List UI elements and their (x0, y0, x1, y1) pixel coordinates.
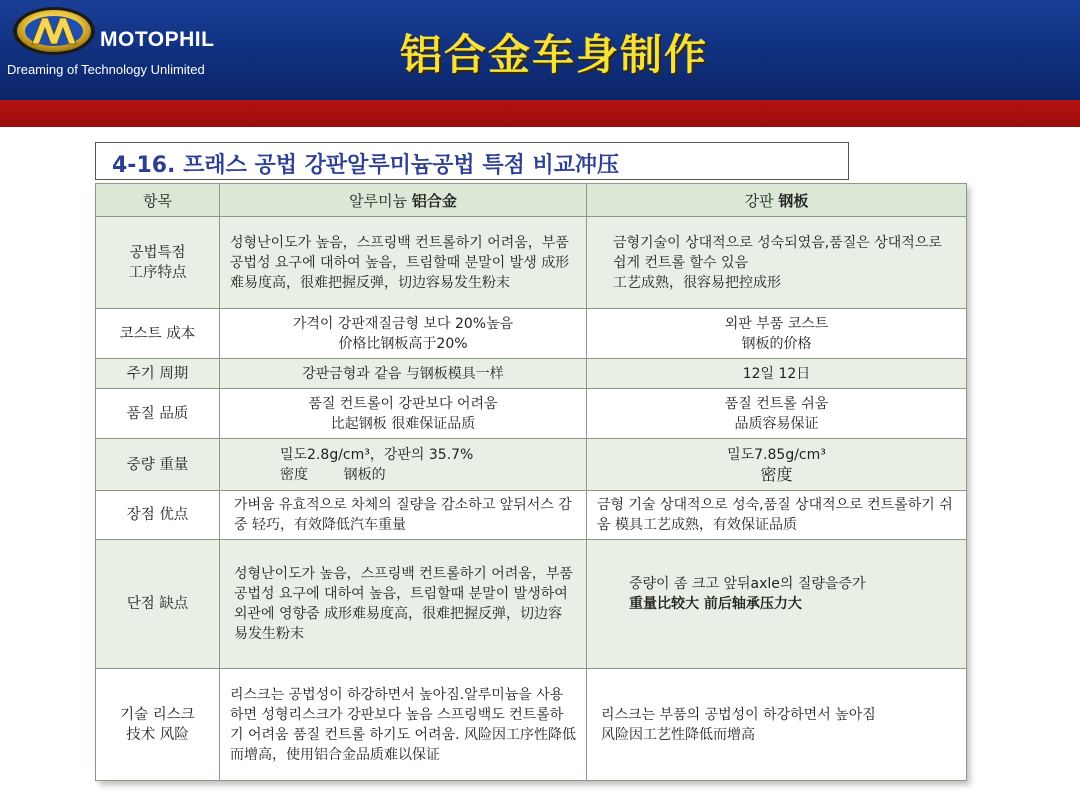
table-row (96, 669, 967, 781)
motophil-logo-icon (12, 6, 96, 56)
steel-cell: 외판 부품 코스트 钢板的价格 (587, 309, 967, 359)
steel-cell: 12일 12日 (587, 359, 967, 389)
aluminum-cell: 리스크는 공법성이 하강하면서 높아짐.알루미늄을 사용하면 성형리스크가 강판보다 높음 스프링백도 컨트롤하기 어려움 품질 컨트롤 하기도 어려움. 风险因工序性降低而增高，使用铝合金品质难以保证 (220, 669, 587, 781)
row-category: 단점 缺点 (96, 540, 220, 669)
brand-name: MOTOPHIL (100, 28, 215, 51)
page-title: 铝合金车身制作 (400, 30, 709, 79)
table-row (96, 217, 967, 309)
steel-cell: 밀도7.85g/cm³ 密度 (587, 439, 967, 491)
table-header-row (96, 184, 967, 217)
table-row (96, 359, 967, 389)
aluminum-cell: 강판금형과 같음 与钢板模具一样 (220, 359, 587, 389)
row-category: 장점 优点 (96, 491, 220, 540)
header-item: 항목 (96, 184, 220, 217)
section-title: 4-16. 프래스 공법 강판알루미늄공법 특점 비교冲压 (112, 153, 619, 178)
row-category: 기술 리스크 技术 风险 (96, 669, 220, 781)
comparison-table-wrapper (95, 183, 966, 781)
row-category: 품질 品质 (96, 389, 220, 439)
aluminum-cell: 가격이 강판재질금형 보다 20%높음 价格比钢板高于20% (220, 309, 587, 359)
brand-slogan: Dreaming of Technology Unlimited (7, 62, 205, 77)
steel-cell: 중량이 좀 크고 앞뒤axle의 질량을증가 重量比较大 前后轴承压力大 (587, 540, 967, 669)
table-row (96, 540, 967, 669)
aluminum-cell: 밀도2.8g/cm³，강판의 35.7% 密度 钢板的 (220, 439, 587, 491)
steel-cell: 품질 컨트롤 쉬움 品质容易保证 (587, 389, 967, 439)
row-category: 주기 周期 (96, 359, 220, 389)
table-row (96, 491, 967, 540)
table-row (96, 309, 967, 359)
row-category: 공법특점 工序特点 (96, 217, 220, 309)
aluminum-cell: 성형난이도가 높음，스프링백 컨트롤하기 어려움，부품 공법성 요구에 대하여 높음，트림할때 분말이 발생 成形难易度高，很难把握反弹，切边容易发生粉末 (220, 217, 587, 309)
table-row (96, 389, 967, 439)
section-title-box (95, 142, 849, 180)
header-bar (0, 0, 1080, 100)
header-accent-band (0, 100, 1080, 127)
steel-cell: 금형 기술 상대적으로 성숙,품질 상대적으로 컨트롤하기 쉬움 模具工艺成熟，有效保证品质 (587, 491, 967, 540)
steel-cell: 리스크는 부품의 공법성이 하강하면서 높아짐 风险因工艺性降低而增高 (587, 669, 967, 781)
steel-cell: 금형기술이 상대적으로 성숙되였음,품질은 상대적으로 쉽게 컨트롤 할수 있음 工艺成熟，很容易把控成形 (587, 217, 967, 309)
row-category: 중량 重量 (96, 439, 220, 491)
aluminum-cell: 성형난이도가 높음，스프링백 컨트롤하기 어려움，부품 공법성 요구에 대하여 높음，트림할때 분말이 발생하여 외관에 영향줌 成形难易度高，很难把握反弹，切边容易发生粉末 (220, 540, 587, 669)
header-steel: 강판 钢板 (587, 184, 967, 217)
aluminum-cell: 품질 컨트롤이 강판보다 어려움 比起钢板 很难保证品质 (220, 389, 587, 439)
row-category: 코스트 成本 (96, 309, 220, 359)
comparison-table (95, 183, 967, 781)
header-aluminum: 알루미늄 铝合金 (220, 184, 587, 217)
table-row (96, 439, 967, 491)
aluminum-cell: 가벼움 유효적으로 차체의 질량을 감소하고 앞뒤서스 감중 轻巧，有效降低汽车重量 (220, 491, 587, 540)
